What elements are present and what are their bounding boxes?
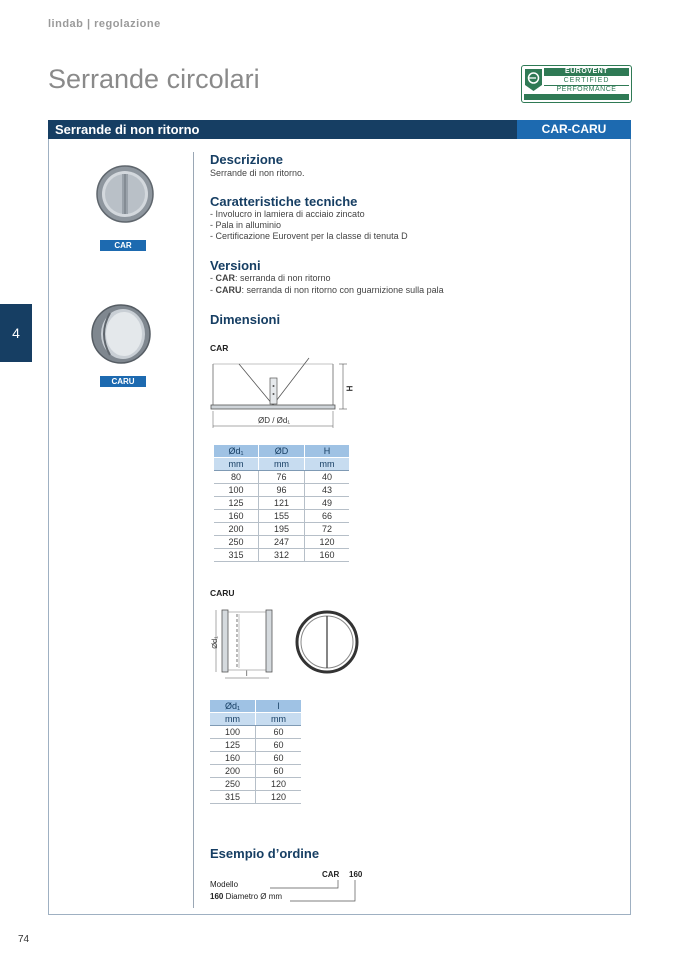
order-size-label — [210, 892, 282, 901]
page-title: Serrande circolari — [48, 64, 260, 94]
table-cell: 96 — [259, 484, 305, 497]
table-row — [214, 497, 349, 510]
order-code: CAR — [322, 870, 340, 879]
caru-label-chip: CARU — [100, 376, 146, 387]
table-units-row — [210, 713, 301, 726]
versioni-code: CAR — [215, 273, 235, 283]
table-cell: 76 — [259, 471, 305, 484]
caru-dimensions-table — [210, 700, 301, 804]
table-cell: 200 — [214, 523, 259, 536]
unit-cell: mm — [214, 458, 259, 471]
car-drawing-label: CAR — [210, 343, 229, 353]
table-row — [214, 549, 349, 562]
page-number: 74 — [18, 934, 30, 945]
chapter-tab[interactable]: 4 — [0, 304, 32, 362]
caratteristiche-item: - Pala in alluminio — [210, 220, 282, 230]
esempio-heading: Esempio d’ordine — [210, 846, 320, 861]
table-cell: 200 — [210, 765, 256, 778]
table-row — [210, 752, 301, 765]
table-cell: 250 — [210, 778, 256, 791]
table-row — [214, 523, 349, 536]
versioni-heading: Versioni — [210, 258, 261, 273]
table-cell: 120 — [256, 778, 301, 791]
caratteristiche-item: - Involucro in lamiera di acciaio zincato — [210, 209, 365, 219]
car-product-image — [95, 164, 155, 224]
table-cell: 100 — [210, 726, 256, 739]
column-header: l — [256, 700, 301, 713]
eurovent-certified-logo — [521, 65, 632, 103]
car-label-chip: CAR — [100, 240, 146, 251]
table-cell: 49 — [304, 497, 349, 510]
column-header: Ød₁ — [214, 445, 259, 458]
versioni-item — [210, 273, 331, 284]
order-size-value: 160 — [210, 892, 224, 901]
table-cell: 80 — [214, 471, 259, 484]
table-cell: 72 — [304, 523, 349, 536]
table-cell: 120 — [304, 536, 349, 549]
caratteristiche-item: - Certificazione Eurovent per la classe di tenuta D — [210, 231, 408, 241]
table-cell: 125 — [214, 497, 259, 510]
cert-footer-band — [524, 94, 629, 100]
brand-breadcrumb: lindab | regolazione — [48, 18, 161, 30]
section-code: CAR-CARU — [517, 120, 631, 139]
cert-line3: PERFORMANCE — [544, 85, 629, 94]
table-row — [210, 739, 301, 752]
table-cell: 43 — [304, 484, 349, 497]
order-model-label: Modello — [210, 880, 239, 889]
table-row — [210, 765, 301, 778]
table-cell: 60 — [256, 726, 301, 739]
table-cell: 155 — [259, 510, 305, 523]
cert-line1: EUROVENT — [544, 68, 629, 76]
table-row — [214, 484, 349, 497]
table-row — [210, 791, 301, 804]
table-cell: 160 — [304, 549, 349, 562]
table-units-row — [214, 458, 349, 471]
versioni-item — [210, 285, 444, 296]
descrizione-text: Serrande di non ritorno. — [210, 168, 305, 178]
table-cell: 160 — [214, 510, 259, 523]
table-row — [210, 726, 301, 739]
caratteristiche-heading: Caratteristiche tecniche — [210, 194, 358, 209]
caru-length-label: l — [246, 671, 248, 678]
column-header: H — [304, 445, 349, 458]
table-header-row — [214, 445, 349, 458]
table-cell: 60 — [256, 752, 301, 765]
table-cell: 40 — [304, 471, 349, 484]
dimensioni-heading: Dimensioni — [210, 312, 281, 327]
car-dimensions-table — [214, 445, 349, 562]
unit-cell: mm — [210, 713, 256, 726]
eurovent-emblem-icon — [525, 69, 542, 91]
caru-drawing-label: CARU — [210, 588, 235, 598]
versioni-prefix: - — [210, 273, 216, 283]
unit-cell: mm — [259, 458, 305, 471]
table-cell: 195 — [259, 523, 305, 536]
table-cell: 60 — [256, 739, 301, 752]
table-row — [214, 536, 349, 549]
unit-cell: mm — [304, 458, 349, 471]
table-cell: 60 — [256, 765, 301, 778]
car-width-label: ØD / Ød₁ — [258, 416, 291, 425]
table-cell: 121 — [259, 497, 305, 510]
column-header: Ød₁ — [210, 700, 256, 713]
table-cell: 315 — [214, 549, 259, 562]
table-cell: 100 — [214, 484, 259, 497]
caru-product-image — [90, 303, 152, 365]
caru-diameter-label: Ød₁ — [209, 636, 219, 649]
table-cell: 247 — [259, 536, 305, 549]
caru-technical-drawing — [206, 606, 366, 684]
descrizione-heading: Descrizione — [210, 152, 283, 167]
car-height-label: H — [345, 385, 355, 392]
versioni-prefix: - — [210, 285, 216, 295]
table-cell: 315 — [210, 791, 256, 804]
table-row — [210, 778, 301, 791]
table-cell: 312 — [259, 549, 305, 562]
order-size-text: Diametro Ø mm — [223, 892, 283, 901]
versioni-text: : serranda di non ritorno — [235, 273, 331, 283]
table-row — [214, 471, 349, 484]
unit-cell: mm — [256, 713, 301, 726]
column-header: ØD — [259, 445, 305, 458]
versioni-code: CARU — [215, 285, 242, 295]
order-size: 160 — [349, 870, 363, 879]
table-row — [214, 510, 349, 523]
section-title: Serrande di non ritorno — [55, 122, 200, 137]
table-cell: 250 — [214, 536, 259, 549]
cert-line2: CERTIFIED — [563, 77, 610, 84]
table-cell: 125 — [210, 739, 256, 752]
table-header-row — [210, 700, 301, 713]
table-cell: 66 — [304, 510, 349, 523]
column-divider — [193, 152, 194, 908]
table-cell: 160 — [210, 752, 256, 765]
versioni-text: : serranda di non ritorno con guarnizione sulla pala — [241, 285, 444, 295]
table-cell: 120 — [256, 791, 301, 804]
